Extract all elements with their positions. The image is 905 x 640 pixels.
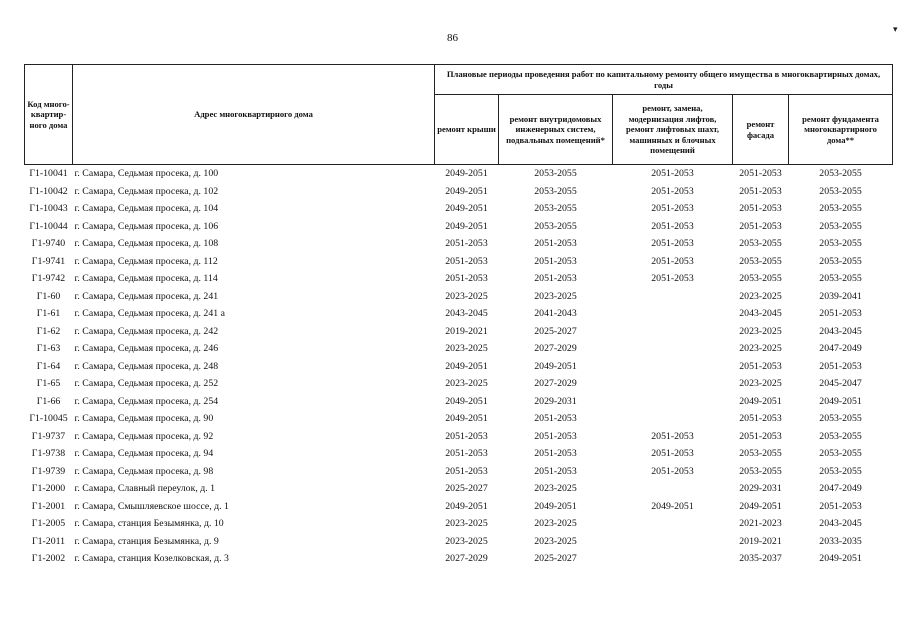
cell-systems: 2023-2025: [534, 535, 577, 547]
cell-facade: 2021-2023: [739, 518, 782, 530]
cell-lift: 2051-2053: [651, 273, 694, 285]
cell-code: Г1-10042: [29, 185, 68, 197]
table-row: [25, 480, 893, 498]
cell-lift: [613, 305, 733, 323]
cell-foundation: 2053-2055: [819, 185, 862, 197]
cell-code: Г1-10044: [29, 220, 68, 232]
cell-foundation: 2047-2049: [819, 343, 862, 355]
cell-code: Г1-66: [36, 395, 61, 407]
cell-code: Г1-2002: [31, 553, 66, 565]
cell-foundation: 2043-2045: [819, 518, 862, 530]
header-roof: ремонт крыши: [435, 95, 499, 165]
cell-roof: 2027-2029: [445, 553, 488, 565]
cell-lift: 2051-2053: [651, 448, 694, 460]
cell-roof: 2023-2025: [445, 378, 488, 390]
cell-foundation: 2053-2055: [819, 430, 862, 442]
cell-roof: 2019-2021: [445, 325, 488, 337]
table-row: [25, 305, 893, 323]
cell-address: г. Самара, Седьмая просека, д. 241: [74, 290, 219, 302]
cell-address: г. Самара, Седьмая просека, д. 241 а: [74, 308, 225, 320]
cell-foundation: 2053-2055: [819, 255, 862, 267]
cell-code: Г1-9741: [31, 255, 66, 267]
cell-address: г. Самара, станция Безымянка, д. 9: [74, 535, 219, 547]
cell-code: Г1-65: [36, 378, 61, 390]
cell-foundation: 2053-2055: [789, 165, 893, 183]
header-code: Код много-квартир-ного дома: [25, 65, 73, 165]
cell-foundation: 2053-2055: [819, 465, 862, 477]
cell-foundation: 2053-2055: [819, 273, 862, 285]
cell-systems: 2051-2053: [534, 255, 577, 267]
cell-address: г. Самара, Седьмая просека, д. 254: [74, 395, 219, 407]
table-row: [25, 323, 893, 341]
cell-lift: [613, 410, 733, 428]
cell-address: г. Самара, Седьмая просека, д. 246: [74, 343, 219, 355]
cell-roof: 2051-2053: [445, 255, 488, 267]
cell-foundation: 2047-2049: [819, 483, 862, 495]
table-row: [25, 235, 893, 253]
cell-roof: 2051-2053: [445, 273, 488, 285]
cell-systems: 2051-2053: [534, 238, 577, 250]
cell-systems: 2049-2051: [534, 360, 577, 372]
cell-lift: 2051-2053: [651, 203, 694, 215]
cell-systems: 2023-2025: [534, 518, 577, 530]
cell-foundation: 2045-2047: [819, 378, 862, 390]
table-row: [25, 340, 893, 358]
cell-lift: 2051-2053: [651, 430, 694, 442]
page-number: 86: [447, 32, 458, 44]
cell-facade: 2051-2053: [739, 430, 782, 442]
cell-address: г. Самара, Седьмая просека, д. 100: [73, 165, 435, 183]
cell-address: г. Самара, Седьмая просека, д. 98: [74, 465, 214, 477]
cell-roof: 2051-2053: [445, 238, 488, 250]
cell-lift: [613, 340, 733, 358]
table-row: [25, 218, 893, 236]
cell-systems: 2049-2051: [534, 500, 577, 512]
cell-facade: 2053-2055: [739, 465, 782, 477]
cell-address: г. Самара, Седьмая просека, д. 252: [74, 378, 219, 390]
table-row: [25, 358, 893, 376]
cell-facade: 2051-2053: [739, 220, 782, 232]
cell-code: Г1-9739: [31, 465, 66, 477]
cell-systems: 2053-2055: [534, 203, 577, 215]
table-row: [25, 410, 893, 428]
cell-facade: 2023-2025: [739, 343, 782, 355]
cell-roof: 2049-2051: [435, 165, 499, 183]
table-row: [25, 270, 893, 288]
cell-roof: 2051-2053: [445, 430, 488, 442]
cell-lift: [613, 358, 733, 376]
cell-address: г. Самара, Седьмая просека, д. 104: [74, 203, 219, 215]
cell-code: Г1-2001: [31, 500, 66, 512]
cell-address: г. Самара, Седьмая просека, д. 108: [74, 238, 219, 250]
cell-lift: [613, 288, 733, 306]
cell-facade: 2051-2053: [739, 185, 782, 197]
table-row: [25, 550, 893, 568]
cell-roof: 2049-2051: [445, 220, 488, 232]
cell-address: г. Самара, станция Безымянка, д. 10: [74, 518, 224, 530]
table-row: [25, 375, 893, 393]
cell-roof: 2049-2051: [445, 185, 488, 197]
cell-facade: 2043-2045: [739, 308, 782, 320]
cell-systems: 2027-2029: [534, 343, 577, 355]
cell-roof: 2049-2051: [445, 203, 488, 215]
cell-foundation: 2043-2045: [819, 325, 862, 337]
cell-roof: 2049-2051: [445, 395, 488, 407]
table-row: [25, 393, 893, 411]
cell-lift: 2051-2053: [613, 165, 733, 183]
cell-facade: 2023-2025: [739, 290, 782, 302]
cell-address: г. Самара, Седьмая просека, д. 102: [74, 185, 219, 197]
cell-code: Г1-2000: [31, 483, 66, 495]
table-row: [25, 515, 893, 533]
header-group: Плановые периоды проведения работ по капитальному ремонту общего имущества в многоквартирных домах, годы: [435, 65, 893, 95]
cell-systems: 2053-2055: [499, 165, 613, 183]
cell-lift: [613, 550, 733, 568]
cell-address: г. Самара, Седьмая просека, д. 112: [74, 255, 218, 267]
cell-foundation: 2051-2053: [819, 500, 862, 512]
cell-foundation: 2053-2055: [819, 220, 862, 232]
cell-code: Г1-9738: [31, 448, 66, 460]
cell-address: г. Самара, Седьмая просека, д. 90: [74, 413, 214, 425]
cell-roof: 2049-2051: [445, 413, 488, 425]
repair-schedule-table: [24, 64, 893, 568]
cell-roof: 2023-2025: [445, 518, 488, 530]
header-address: Адрес многоквартирного дома: [73, 65, 435, 165]
cell-roof: 2051-2053: [445, 448, 488, 460]
cell-code: Г1-63: [36, 343, 61, 355]
cell-systems: 2023-2025: [534, 483, 577, 495]
cell-roof: 2043-2045: [445, 308, 488, 320]
table-row: [25, 253, 893, 271]
cell-foundation: 2051-2053: [819, 360, 862, 372]
header-lift: ремонт, замена, модернизация лифтов, ремонт лифтовых шахт, машинных и блочных помещений: [613, 95, 733, 165]
cell-address: г. Самара, Седьмая просека, д. 92: [74, 430, 214, 442]
cell-foundation: 2053-2055: [819, 448, 862, 460]
cell-facade: 2053-2055: [739, 255, 782, 267]
cell-address: г. Самара, Славный переулок, д. 1: [74, 483, 216, 495]
cell-code: Г1-2005: [31, 518, 66, 530]
cell-foundation: 2033-2035: [819, 535, 862, 547]
cell-lift: 2051-2053: [651, 220, 694, 232]
cell-address: г. Самара, Седьмая просека, д. 248: [74, 360, 219, 372]
cell-lift: [613, 375, 733, 393]
cell-code: Г1-9740: [31, 238, 66, 250]
cell-systems: 2051-2053: [534, 273, 577, 285]
cell-systems: 2025-2027: [534, 325, 577, 337]
cell-code: Г1-62: [36, 325, 61, 337]
cell-facade: 2023-2025: [739, 378, 782, 390]
cell-systems: 2051-2053: [534, 430, 577, 442]
table-row: [25, 200, 893, 218]
cell-lift: [613, 533, 733, 551]
cell-facade: 2049-2051: [739, 395, 782, 407]
table-row: [25, 183, 893, 201]
cell-facade: 2049-2051: [739, 500, 782, 512]
cell-facade: 2035-2037: [739, 553, 782, 565]
cell-facade: 2029-2031: [739, 483, 782, 495]
cell-systems: 2051-2053: [534, 448, 577, 460]
cell-foundation: 2053-2055: [819, 413, 862, 425]
table-row: [25, 533, 893, 551]
cell-systems: 2025-2027: [534, 553, 577, 565]
header-foundation: ремонт фундамента многоквартирного дома**: [789, 95, 893, 165]
cell-lift: 2049-2051: [651, 500, 694, 512]
cell-code: Г1-64: [36, 360, 61, 372]
corner-mark-icon: ▾: [893, 24, 898, 34]
cell-code: Г1-10041: [25, 165, 73, 183]
cell-facade: 2023-2025: [739, 325, 782, 337]
cell-systems: 2029-2031: [534, 395, 577, 407]
table-row: [25, 428, 893, 446]
cell-code: Г1-61: [36, 308, 61, 320]
cell-facade: 2051-2053: [739, 413, 782, 425]
cell-lift: [613, 393, 733, 411]
cell-code: Г1-2011: [31, 535, 66, 547]
cell-foundation: 2049-2051: [819, 395, 862, 407]
cell-foundation: 2039-2041: [819, 290, 862, 302]
cell-code: Г1-10043: [29, 203, 68, 215]
cell-foundation: 2051-2053: [819, 308, 862, 320]
cell-code: Г1-9742: [31, 273, 66, 285]
table-row: [25, 165, 893, 183]
cell-facade: 2051-2053: [739, 360, 782, 372]
table-row: [25, 288, 893, 306]
cell-systems: 2053-2055: [534, 185, 577, 197]
cell-foundation: 2053-2055: [819, 203, 862, 215]
cell-facade: 2019-2021: [739, 535, 782, 547]
cell-systems: 2027-2029: [534, 378, 577, 390]
cell-systems: 2041-2043: [534, 308, 577, 320]
cell-code: Г1-60: [36, 290, 61, 302]
cell-systems: 2053-2055: [534, 220, 577, 232]
cell-roof: 2023-2025: [445, 290, 488, 302]
cell-systems: 2051-2053: [534, 413, 577, 425]
cell-roof: 2025-2027: [445, 483, 488, 495]
cell-code: Г1-10045: [29, 413, 68, 425]
cell-roof: 2051-2053: [445, 465, 488, 477]
cell-foundation: 2053-2055: [819, 238, 862, 250]
cell-lift: [613, 515, 733, 533]
table-row: [25, 445, 893, 463]
cell-facade: 2051-2053: [739, 203, 782, 215]
cell-code: Г1-9737: [31, 430, 66, 442]
cell-address: г. Самара, Седьмая просека, д. 106: [74, 220, 219, 232]
table-row: [25, 463, 893, 481]
cell-lift: 2051-2053: [651, 255, 694, 267]
header-facade: ремонт фасада: [733, 95, 789, 165]
cell-address: г. Самара, Седьмая просека, д. 114: [74, 273, 218, 285]
cell-lift: 2051-2053: [651, 185, 694, 197]
cell-foundation: 2049-2051: [819, 553, 862, 565]
cell-lift: 2051-2053: [651, 238, 694, 250]
header-systems: ремонт внутридомовых инженерных систем, подвальных помещений*: [499, 95, 613, 165]
cell-address: г. Самара, Седьмая просека, д. 94: [74, 448, 214, 460]
cell-facade: 2053-2055: [739, 273, 782, 285]
cell-roof: 2023-2025: [445, 343, 488, 355]
cell-facade: 2051-2053: [733, 165, 789, 183]
cell-systems: 2051-2053: [534, 465, 577, 477]
cell-address: г. Самара, Седьмая просека, д. 242: [74, 325, 219, 337]
cell-roof: 2049-2051: [445, 360, 488, 372]
cell-systems: 2023-2025: [534, 290, 577, 302]
table-row: [25, 498, 893, 516]
cell-lift: 2051-2053: [651, 465, 694, 477]
cell-address: г. Самара, станция Козелковская, д. 3: [74, 553, 229, 565]
cell-roof: 2049-2051: [445, 500, 488, 512]
cell-lift: [613, 323, 733, 341]
cell-lift: [613, 480, 733, 498]
cell-facade: 2053-2055: [739, 448, 782, 460]
cell-facade: 2053-2055: [739, 238, 782, 250]
cell-roof: 2023-2025: [445, 535, 488, 547]
cell-address: г. Самара, Смышляевское шоссе, д. 1: [74, 500, 229, 512]
